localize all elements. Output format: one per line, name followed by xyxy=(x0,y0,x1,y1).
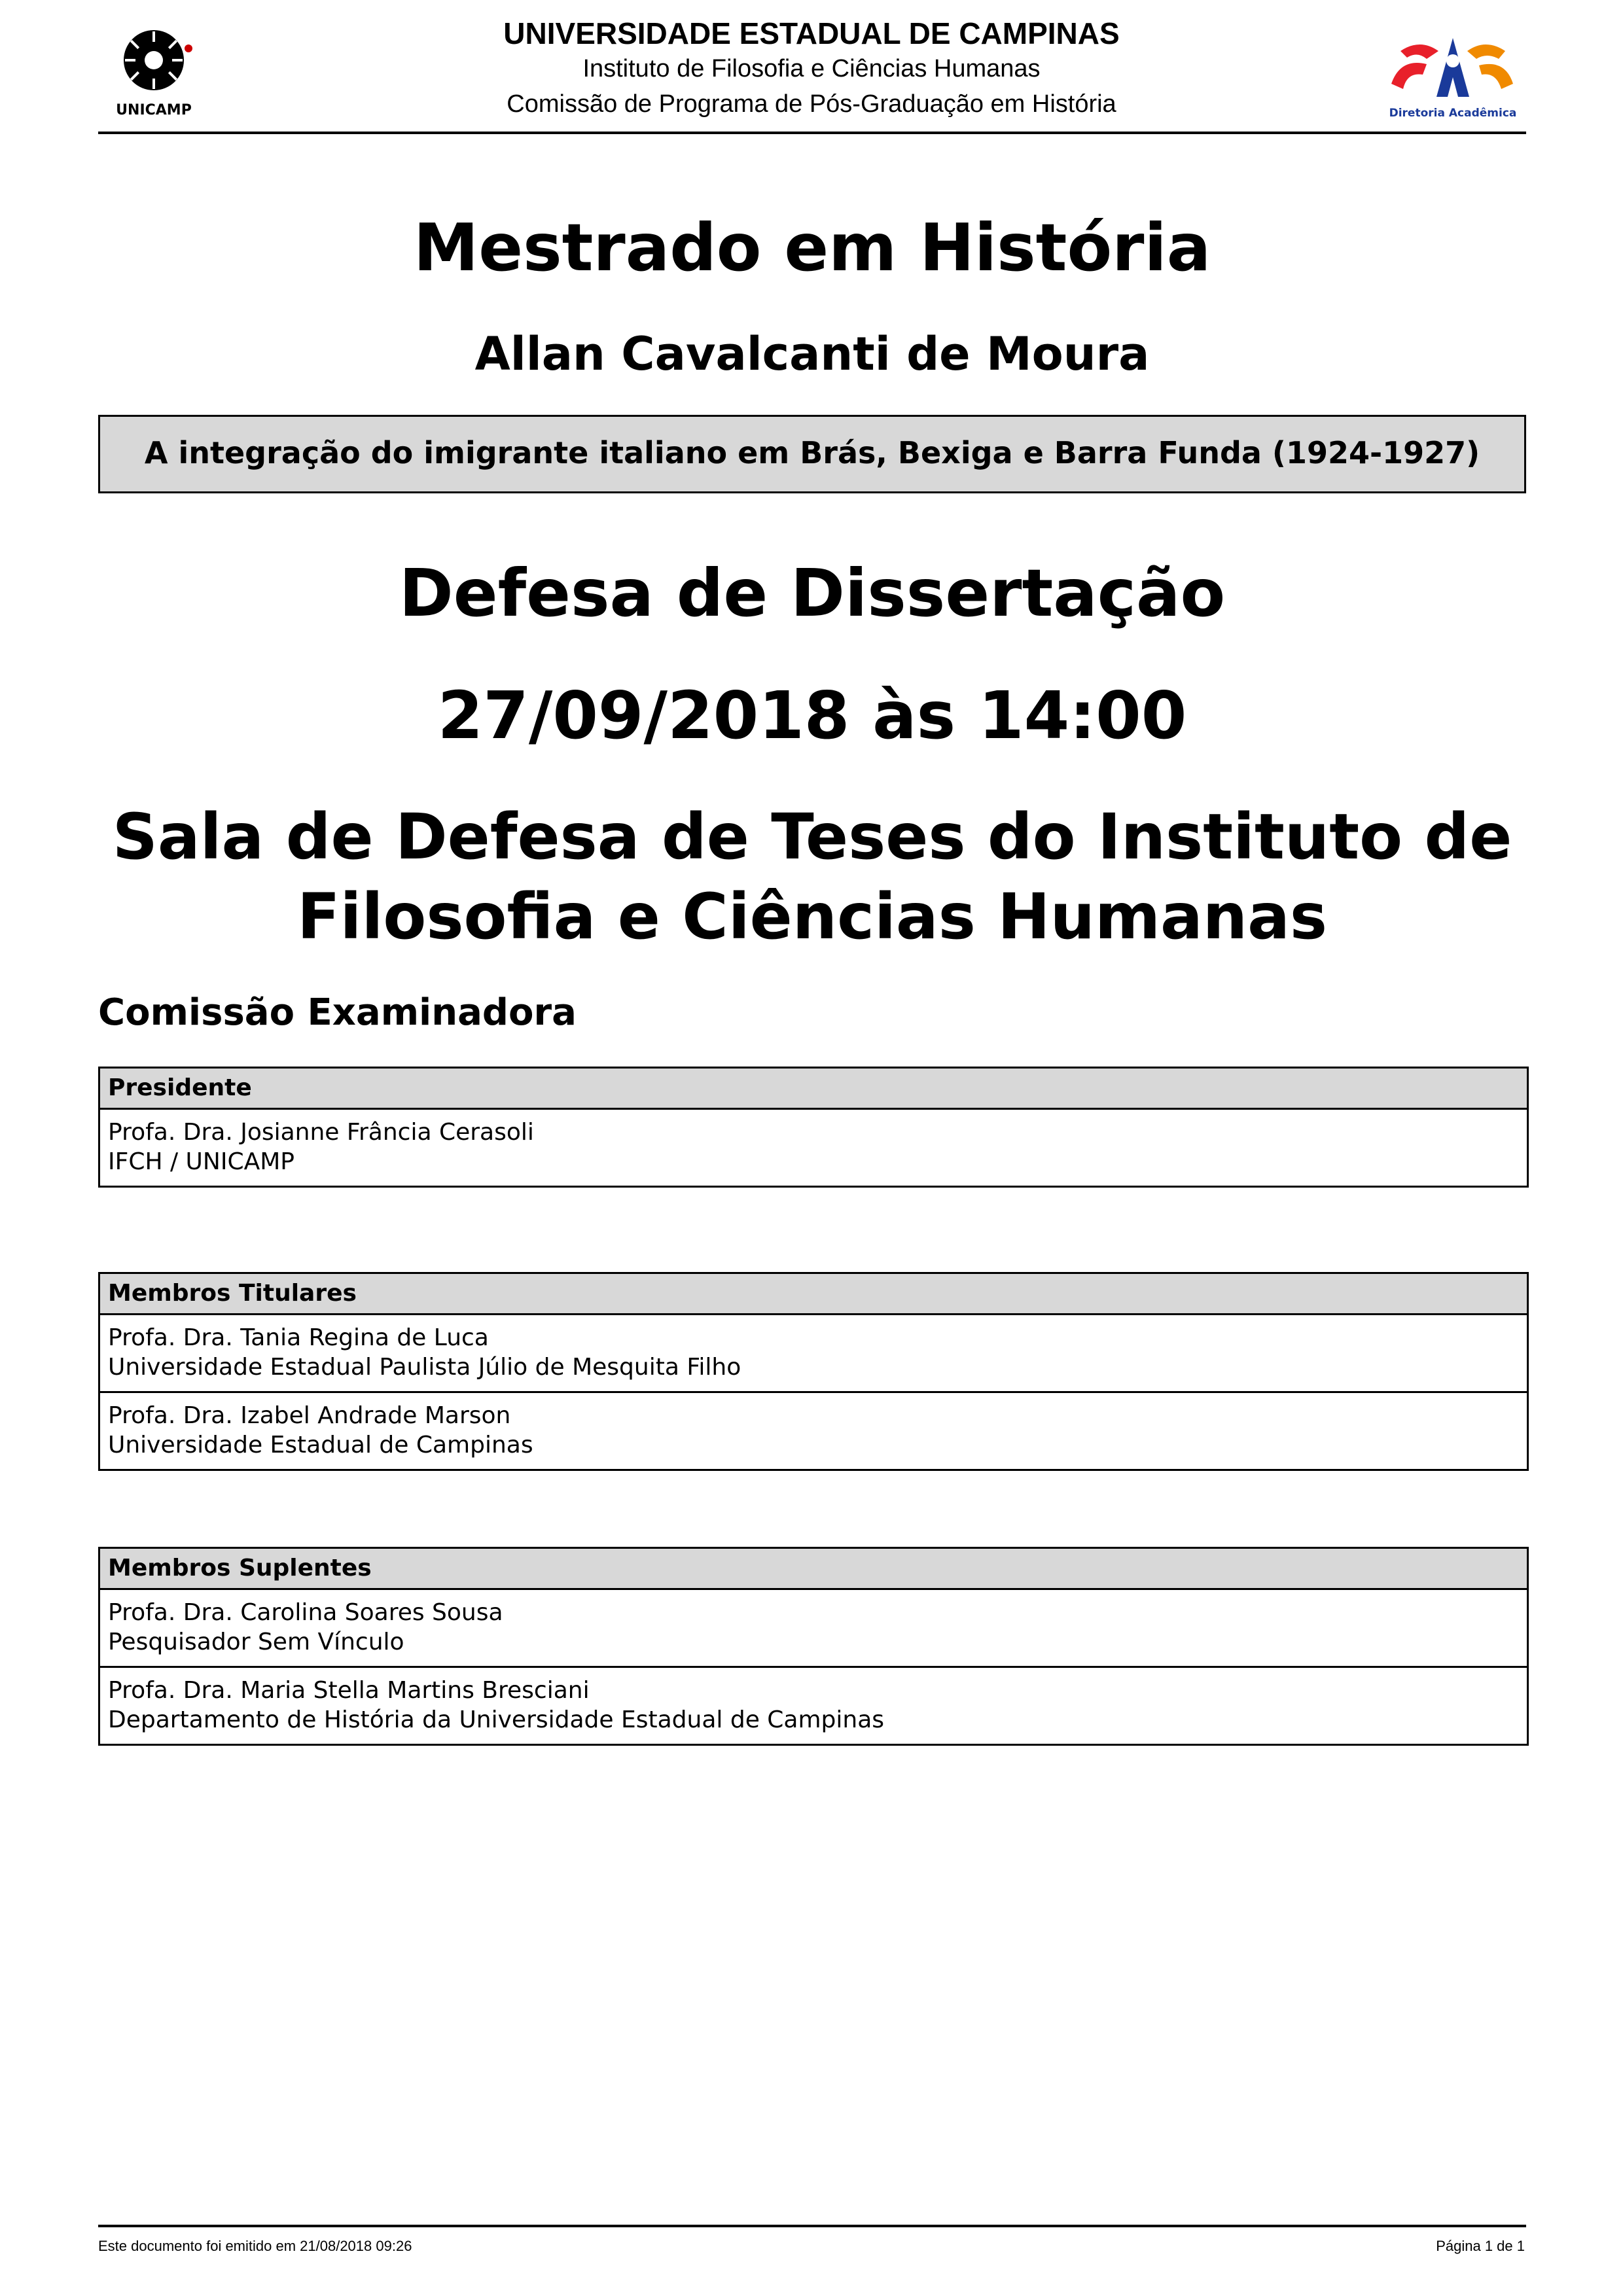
event-title: Defesa de Dissertação xyxy=(399,555,1226,631)
thesis-title: A integração do imigrante italiano em Brás, Bexiga e Barra Funda (1924-1927) xyxy=(144,435,1480,470)
member-affiliation: Universidade Estadual Paulista Júlio de Mesquita Filho xyxy=(108,1354,741,1381)
thesis-title-box xyxy=(98,415,1526,493)
event-location xyxy=(98,797,1526,957)
table-header: Membros Suplentes xyxy=(100,1549,1527,1590)
president-table xyxy=(98,1067,1529,1188)
table-row xyxy=(100,1391,1527,1469)
table-row xyxy=(100,1110,1527,1186)
member-affiliation: IFCH / UNICAMP xyxy=(108,1148,294,1175)
footer-divider xyxy=(98,2225,1526,2227)
header-divider xyxy=(98,132,1526,134)
committee-heading: Comissão Examinadora xyxy=(98,991,577,1034)
location-line-1: Sala de Defesa de Teses do Instituto de xyxy=(112,800,1512,874)
member-name: Profa. Dra. Carolina Soares Sousa xyxy=(108,1599,503,1626)
member-name: Profa. Dra. Josianne Frância Cerasoli xyxy=(108,1119,534,1146)
table-row xyxy=(100,1666,1527,1744)
location-line-2: Filosofia e Ciências Humanas xyxy=(296,880,1328,953)
member-name: Profa. Dra. Tania Regina de Luca xyxy=(108,1324,489,1351)
university-name: UNIVERSIDADE ESTADUAL DE CAMPINAS xyxy=(503,16,1120,50)
event-datetime: 27/09/2018 às 14:00 xyxy=(437,677,1187,754)
svg-text:UNICAMP: UNICAMP xyxy=(116,102,192,118)
svg-text:Diretoria Acadêmica: Diretoria Acadêmica xyxy=(1389,107,1517,120)
table-header: Presidente xyxy=(100,1069,1527,1110)
institute-name: Instituto de Filosofia e Ciências Humanas xyxy=(582,55,1041,82)
titulares-table xyxy=(98,1272,1529,1471)
student-name: Allan Cavalcanti de Moura xyxy=(474,327,1150,381)
member-affiliation: Universidade Estadual de Campinas xyxy=(108,1432,533,1458)
member-name: Profa. Dra. Maria Stella Martins Bresciani xyxy=(108,1677,590,1704)
unicamp-logo xyxy=(105,20,203,124)
footer-page-number: Página 1 de 1 xyxy=(1436,2238,1525,2254)
member-name: Profa. Dra. Izabel Andrade Marson xyxy=(108,1402,511,1429)
program-title: Mestrado em História xyxy=(413,209,1211,286)
commission-name: Comissão de Programa de Pós-Graduação em História xyxy=(507,90,1116,118)
table-row xyxy=(100,1315,1527,1391)
member-affiliation: Pesquisador Sem Vínculo xyxy=(108,1629,404,1655)
footer-emitted: Este documento foi emitido em 21/08/2018 09:26 xyxy=(98,2238,412,2254)
diretoria-academica-logo xyxy=(1381,25,1525,123)
table-row xyxy=(100,1590,1527,1666)
table-header: Membros Titulares xyxy=(100,1274,1527,1315)
suplentes-table xyxy=(98,1547,1529,1746)
member-affiliation: Departamento de História da Universidade Estadual de Campinas xyxy=(108,1706,885,1733)
